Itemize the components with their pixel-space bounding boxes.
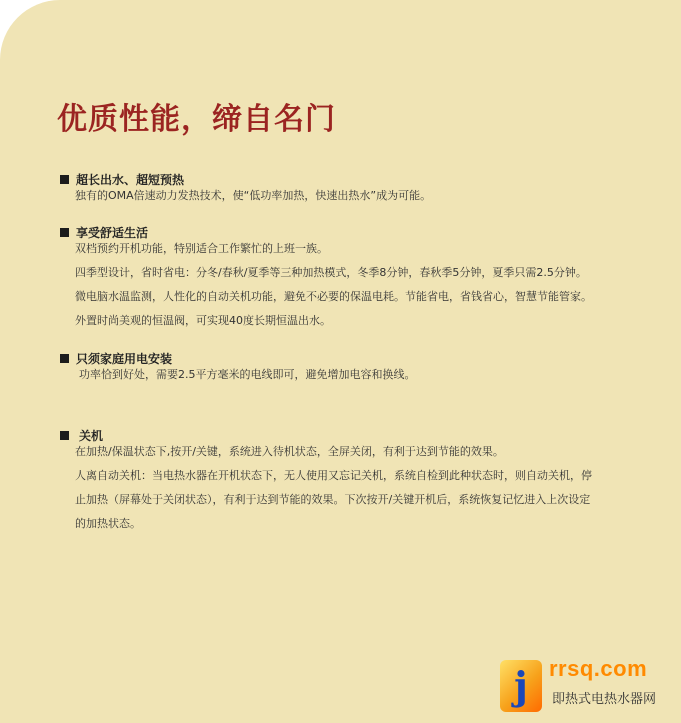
section-text-line: 双档预约开机功能，特别适合工作繁忙的上班一族。 [75,242,328,255]
logo-j-icon: j [500,660,542,712]
section-household-install [60,350,416,387]
bullet-square-icon [60,431,69,440]
logo-site-name: rrsq.com [549,656,648,681]
section-heading: 关机 [79,428,104,443]
section-text-line: 止加热（屏幕处于关闭状态），有利于达到节能的效果。下次按开/关键开机后，系统恢复记忆进入上次设定 [75,493,591,506]
section-text-line: 独有的OMA倍速动力发热技术，使“低功率加热，快速出热水”成为可能。 [75,189,432,202]
section-text-line: 功率恰到好处，需要2.5平方毫米的电线即可，避免增加电容和换线。 [79,368,416,381]
section-super-long-output [60,171,431,208]
section-text-line: 微电脑水温监测，人性化的自动关机功能，避免不必要的保温电耗。节能省电，省钱省心，智慧节能管家。 [75,290,592,303]
section-text-line: 人离自动关机：当电热水器在开机状态下，无人使用又忘记关机，系统自检到此种状态时，则自动关机，停 [75,469,592,482]
logo-tagline: 即热式电热水器网 [552,692,657,707]
section-text-line: 四季型设计，省时省电：分冬/春秋/夏季等三种加热模式，冬季8分钟，春秋季5分钟，夏季只需2.5分钟。 [75,266,587,279]
section-text-line: 的加热状态。 [75,517,141,530]
section-text-line: 外置时尚美观的恒温阀，可实现40度长期恒温出水。 [75,314,331,327]
bullet-square-icon [60,354,69,363]
section-text-line: 在加热/保温状态下,按开/关键，系统进入待机状态，全屏关闭，有利于达到节能的效果。 [75,445,504,458]
bullet-square-icon [60,228,69,237]
site-logo[interactable] [500,656,681,723]
bullet-square-icon [60,175,69,184]
section-comfortable-life [60,224,592,333]
section-heading: 享受舒适生活 [76,225,149,240]
section-heading: 超长出水、超短预热 [76,172,185,187]
page-title: 优质性能，缔自名门 [57,102,336,137]
section-heading: 只须家庭用电安装 [76,351,173,366]
section-shutdown [60,427,592,536]
